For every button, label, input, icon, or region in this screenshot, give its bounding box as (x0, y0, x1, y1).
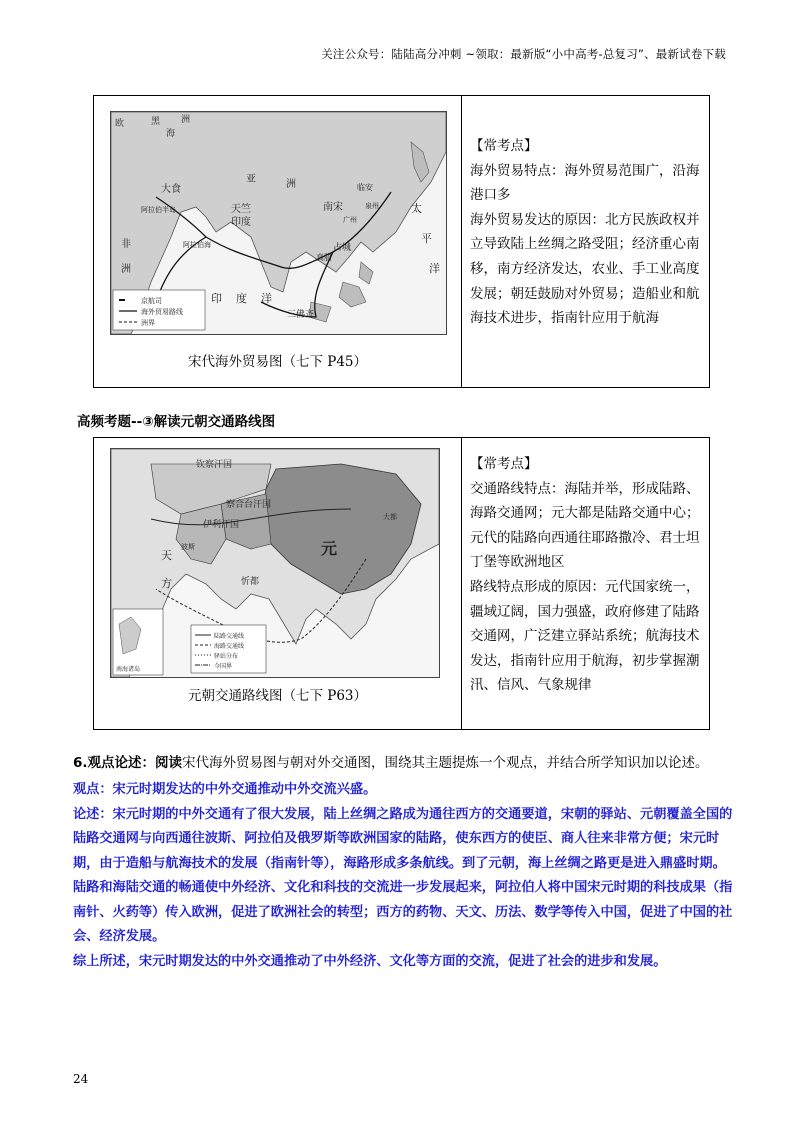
map-label: 忻都 (241, 577, 260, 587)
map-label: 亚 (246, 174, 256, 185)
song-map-caption: 宋代海外贸易图（七下 P45） (187, 354, 368, 370)
map-label: 洲 (286, 179, 296, 190)
legend-item: 海路交通线 (214, 643, 245, 650)
yuan-transport-box (93, 437, 710, 730)
column-divider (461, 96, 462, 387)
map-label: 平 (421, 232, 432, 245)
map-label: 波斯 (181, 543, 195, 551)
map-label: 察合台汗国 (226, 500, 272, 510)
answer-viewpoint: 观点：宋元时期发达的中外交通推动中外交流兴盛。 (73, 782, 377, 797)
map-label: 天竺 (231, 204, 251, 215)
legend-item: 海外贸易路线 (141, 308, 183, 316)
map-label: 天 (161, 549, 172, 562)
song-notes (470, 134, 705, 331)
notes-line: 路线特点形成的原因：元代国家统一，疆域辽阔，国力强盛，政府修建了陆路交通网，广泛建立驿站系统；航海技术发达，指南针应用于航海，初步掌握潮汛、信风、气象规律 (470, 578, 700, 694)
map-label: 度 (236, 292, 247, 305)
section-title: 高频考题--③解读元朝交通路线图 (77, 414, 276, 430)
map-label: 伊利汗国 (203, 520, 240, 530)
yuan-notes (470, 452, 705, 698)
notes-line: 交通路线特点：海陆并举，形成陆路、海路交通网；元大都是陆路交通中心；元代的陆路向西通往耶路撒冷、君士坦丁堡等欧洲地区 (470, 480, 700, 571)
map-label: 临安 (357, 183, 373, 192)
map-label: 真腊 (316, 253, 332, 262)
map-label: 占城 (333, 243, 352, 253)
map-label: 欧 (115, 119, 125, 129)
legend-item: 今国界 (214, 663, 233, 670)
map-label: 大都 (383, 513, 397, 521)
map-label: 海 (166, 129, 176, 139)
map-label: 南宋 (323, 202, 343, 213)
map-label: 洋 (261, 292, 272, 305)
legend-item: 驿站分布 (214, 653, 239, 660)
map-label: 广州 (343, 216, 357, 224)
map-label: 黑 (151, 117, 161, 127)
yuan-map-caption: 元朝交通路线图（七下 P63） (187, 688, 368, 704)
map-label: 印度 (231, 217, 251, 228)
question-text: 宋代海外贸易图与朝对外交通图，围绕其主题提炼一个观点，并结合所学知识加以论述。 (182, 755, 709, 771)
legend-item: 陆路交通线 (214, 633, 245, 640)
map-label: 洋 (429, 262, 440, 275)
map-label: 元 (321, 539, 338, 558)
notes-line: 海外贸易特点：海外贸易范围广，沿海港口多 (470, 162, 700, 204)
song-trade-map (110, 111, 447, 335)
map-label: 非 (121, 239, 131, 250)
inset-label: 南海诸岛 (116, 666, 141, 673)
map-label: 阿拉伯半岛 (141, 206, 176, 214)
column-divider (461, 438, 462, 729)
map-label: 洲 (121, 264, 131, 275)
map-label: 方 (161, 577, 172, 590)
map-label: 太 (411, 202, 422, 215)
map-label: 阿拉伯海 (183, 241, 211, 249)
map-label: 钦察汗国 (196, 460, 233, 470)
map-label: 三佛齐 (287, 310, 315, 320)
map-label: 印 (211, 292, 222, 305)
map-label: 洲 (181, 115, 191, 125)
page-number: 24 (73, 1072, 89, 1086)
map-label: 大食 (161, 184, 181, 195)
notes-heading: 【常考点】 (470, 456, 538, 472)
answer-argument: 论述：宋元时期的中外交通有了很大发展，陆上丝绸之路成为通往西方的交通要道，宋朝的驿站、元朝覆盖全国的陆路交通网与向西通往波斯、阿拉伯及俄罗斯等欧洲国家的陆路，使东西方的使臣、商人往来非常方便；宋元时期，由于造船与航海技术的发展（指南针等），海路形成多条航线。到了元朝，海上丝绸之路更是进入鼎盛时期。陆路和海陆交通的畅通使中外经济、文化和科技的交流进一步发展起来，阿拉伯人将中国宋元时期的科技成果（指南针、火药等）传入欧洲，促进了欧洲社会的转型；西方的药物、天文、历法、数学等传入中国，促进了中国的社会、经济发展。 (73, 806, 733, 944)
notes-line: 海外贸易发达的原因：北方民族政权并立导致陆上丝绸之路受阻；经济重心南移，南方经济发达，农业、手工业高度发展；朝廷鼓励对外贸易；造船业和航海技术进步，指南针应用于航海 (470, 211, 700, 327)
page-header: 关注公众号：陆陆高分冲刺 ~领取：最新版“小中高考-总复习”、最新试卷下载 (321, 47, 726, 61)
legend-item: 洲界 (141, 319, 155, 327)
answer-block (73, 778, 733, 974)
yuan-transport-map (110, 448, 440, 678)
answer-conclusion: 综上所述，宋元时期发达的中外交通推动了中外经济、文化等方面的交流，促进了社会的进步和发展。 (73, 953, 667, 969)
question (73, 752, 733, 774)
song-trade-box (93, 95, 710, 388)
notes-heading: 【常考点】 (470, 138, 538, 154)
legend-item: 京航司 (141, 297, 162, 305)
question-label: 6.观点论述：阅读 (73, 755, 183, 771)
map-label: 泉州 (365, 202, 379, 210)
